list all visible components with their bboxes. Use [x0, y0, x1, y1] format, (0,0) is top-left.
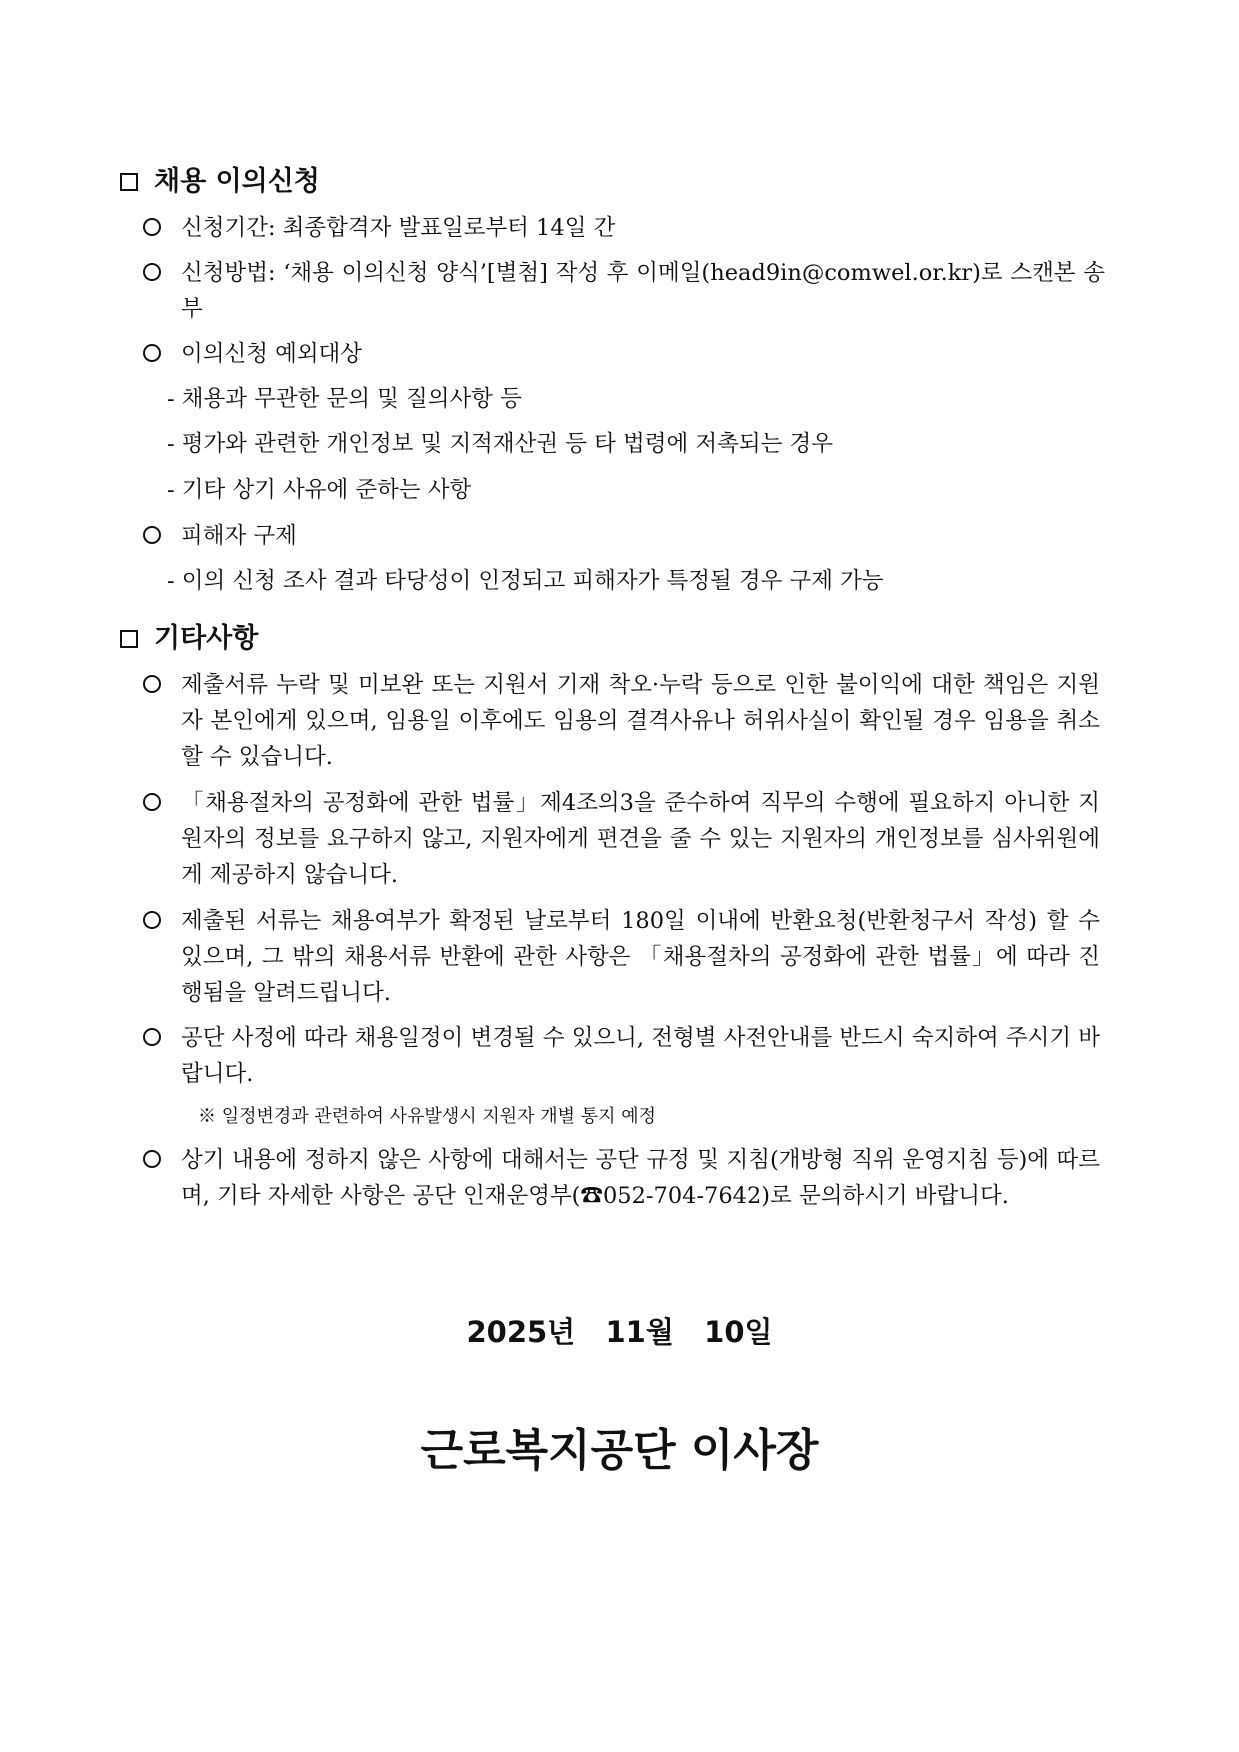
sub-item: - 기타 상기 사유에 준하는 사항	[167, 477, 472, 503]
list-item: 제출서류 누락 및 미보완 또는 지원서 기재 착오·누락 등으로 인한 불이익에 대한 책임은 지원자 본인에게 있으며, 임용일 이후에도 임용의 결격사유나 허위사실이 확인될 경우 임용을 취소할 수 있습니다.	[140, 667, 1100, 775]
list-item: 이의신청 예외대상	[140, 336, 1100, 372]
circle-bullet-icon	[143, 344, 161, 362]
note-text: ※ 일정변경과 관련하여 사유발생시 지원자 개별 통지 예정	[198, 1106, 656, 1127]
sub-item: - 채용과 무관한 문의 및 질의사항 등	[167, 386, 522, 412]
sub-item: - 평가와 관련한 개인정보 및 지적재산권 등 타 법령에 저촉되는 경우	[167, 431, 833, 457]
section-heading-objection	[120, 165, 320, 199]
square-bullet-icon	[120, 173, 138, 191]
square-bullet-icon	[120, 630, 138, 648]
circle-bullet-icon	[143, 911, 161, 929]
list-item: 제출된 서류는 채용여부가 확정된 날로부터 180일 이내에 반환요청(반환청구서 작성) 할 수 있으며, 그 밖의 채용서류 반환에 관한 사항은 「채용절차의 공정화에 관한 법률」에 따라 진행됨을 알려드립니다.	[140, 903, 1100, 1011]
list-item: 「채용절차의 공정화에 관한 법률」제4조의3을 준수하여 직무의 수행에 필요하지 아니한 지원자의 정보를 요구하지 않고, 지원자에게 편견을 줄 수 있는 지원자의 개인정보를 심사위원에게 제공하지 않습니다.	[140, 785, 1100, 893]
circle-bullet-icon	[143, 218, 161, 236]
list-item: 신청방법: ‘채용 이의신청 양식’[별첨] 작성 후 이메일(head9in@comwel.or.kr)로 스캔본 송부	[140, 255, 1105, 327]
list-item: 신청기간: 최종합격자 발표일로부터 14일 간	[140, 210, 1100, 246]
section-heading-misc	[120, 622, 258, 656]
circle-bullet-icon	[143, 1028, 161, 1046]
document-date: 2025년 11월 10일	[466, 1315, 773, 1349]
section-title: 기타사항	[154, 623, 259, 654]
sub-item: - 이의 신청 조사 결과 타당성이 인정되고 피해자가 특정될 경우 구제 가능	[167, 568, 884, 594]
circle-bullet-icon	[143, 526, 161, 544]
list-item: 공단 사정에 따라 채용일정이 변경될 수 있으니, 전형별 사전안내를 반드시 숙지하여 주시기 바랍니다.	[140, 1020, 1100, 1092]
circle-bullet-icon	[143, 675, 161, 693]
issuer-name: 근로복지공단 이사장	[420, 1425, 819, 1476]
circle-bullet-icon	[143, 263, 161, 281]
circle-bullet-icon	[143, 1150, 161, 1168]
list-item: 피해자 구제	[140, 518, 1100, 554]
list-item: 상기 내용에 정하지 않은 사항에 대해서는 공단 규정 및 지침(개방형 직위 운영지침 등)에 따르며, 기타 자세한 사항은 공단 인재운영부(☎052-704-7642)로 문의하시기 바랍니다.	[140, 1142, 1100, 1214]
circle-bullet-icon	[143, 793, 161, 811]
section-title: 채용 이의신청	[154, 166, 320, 197]
